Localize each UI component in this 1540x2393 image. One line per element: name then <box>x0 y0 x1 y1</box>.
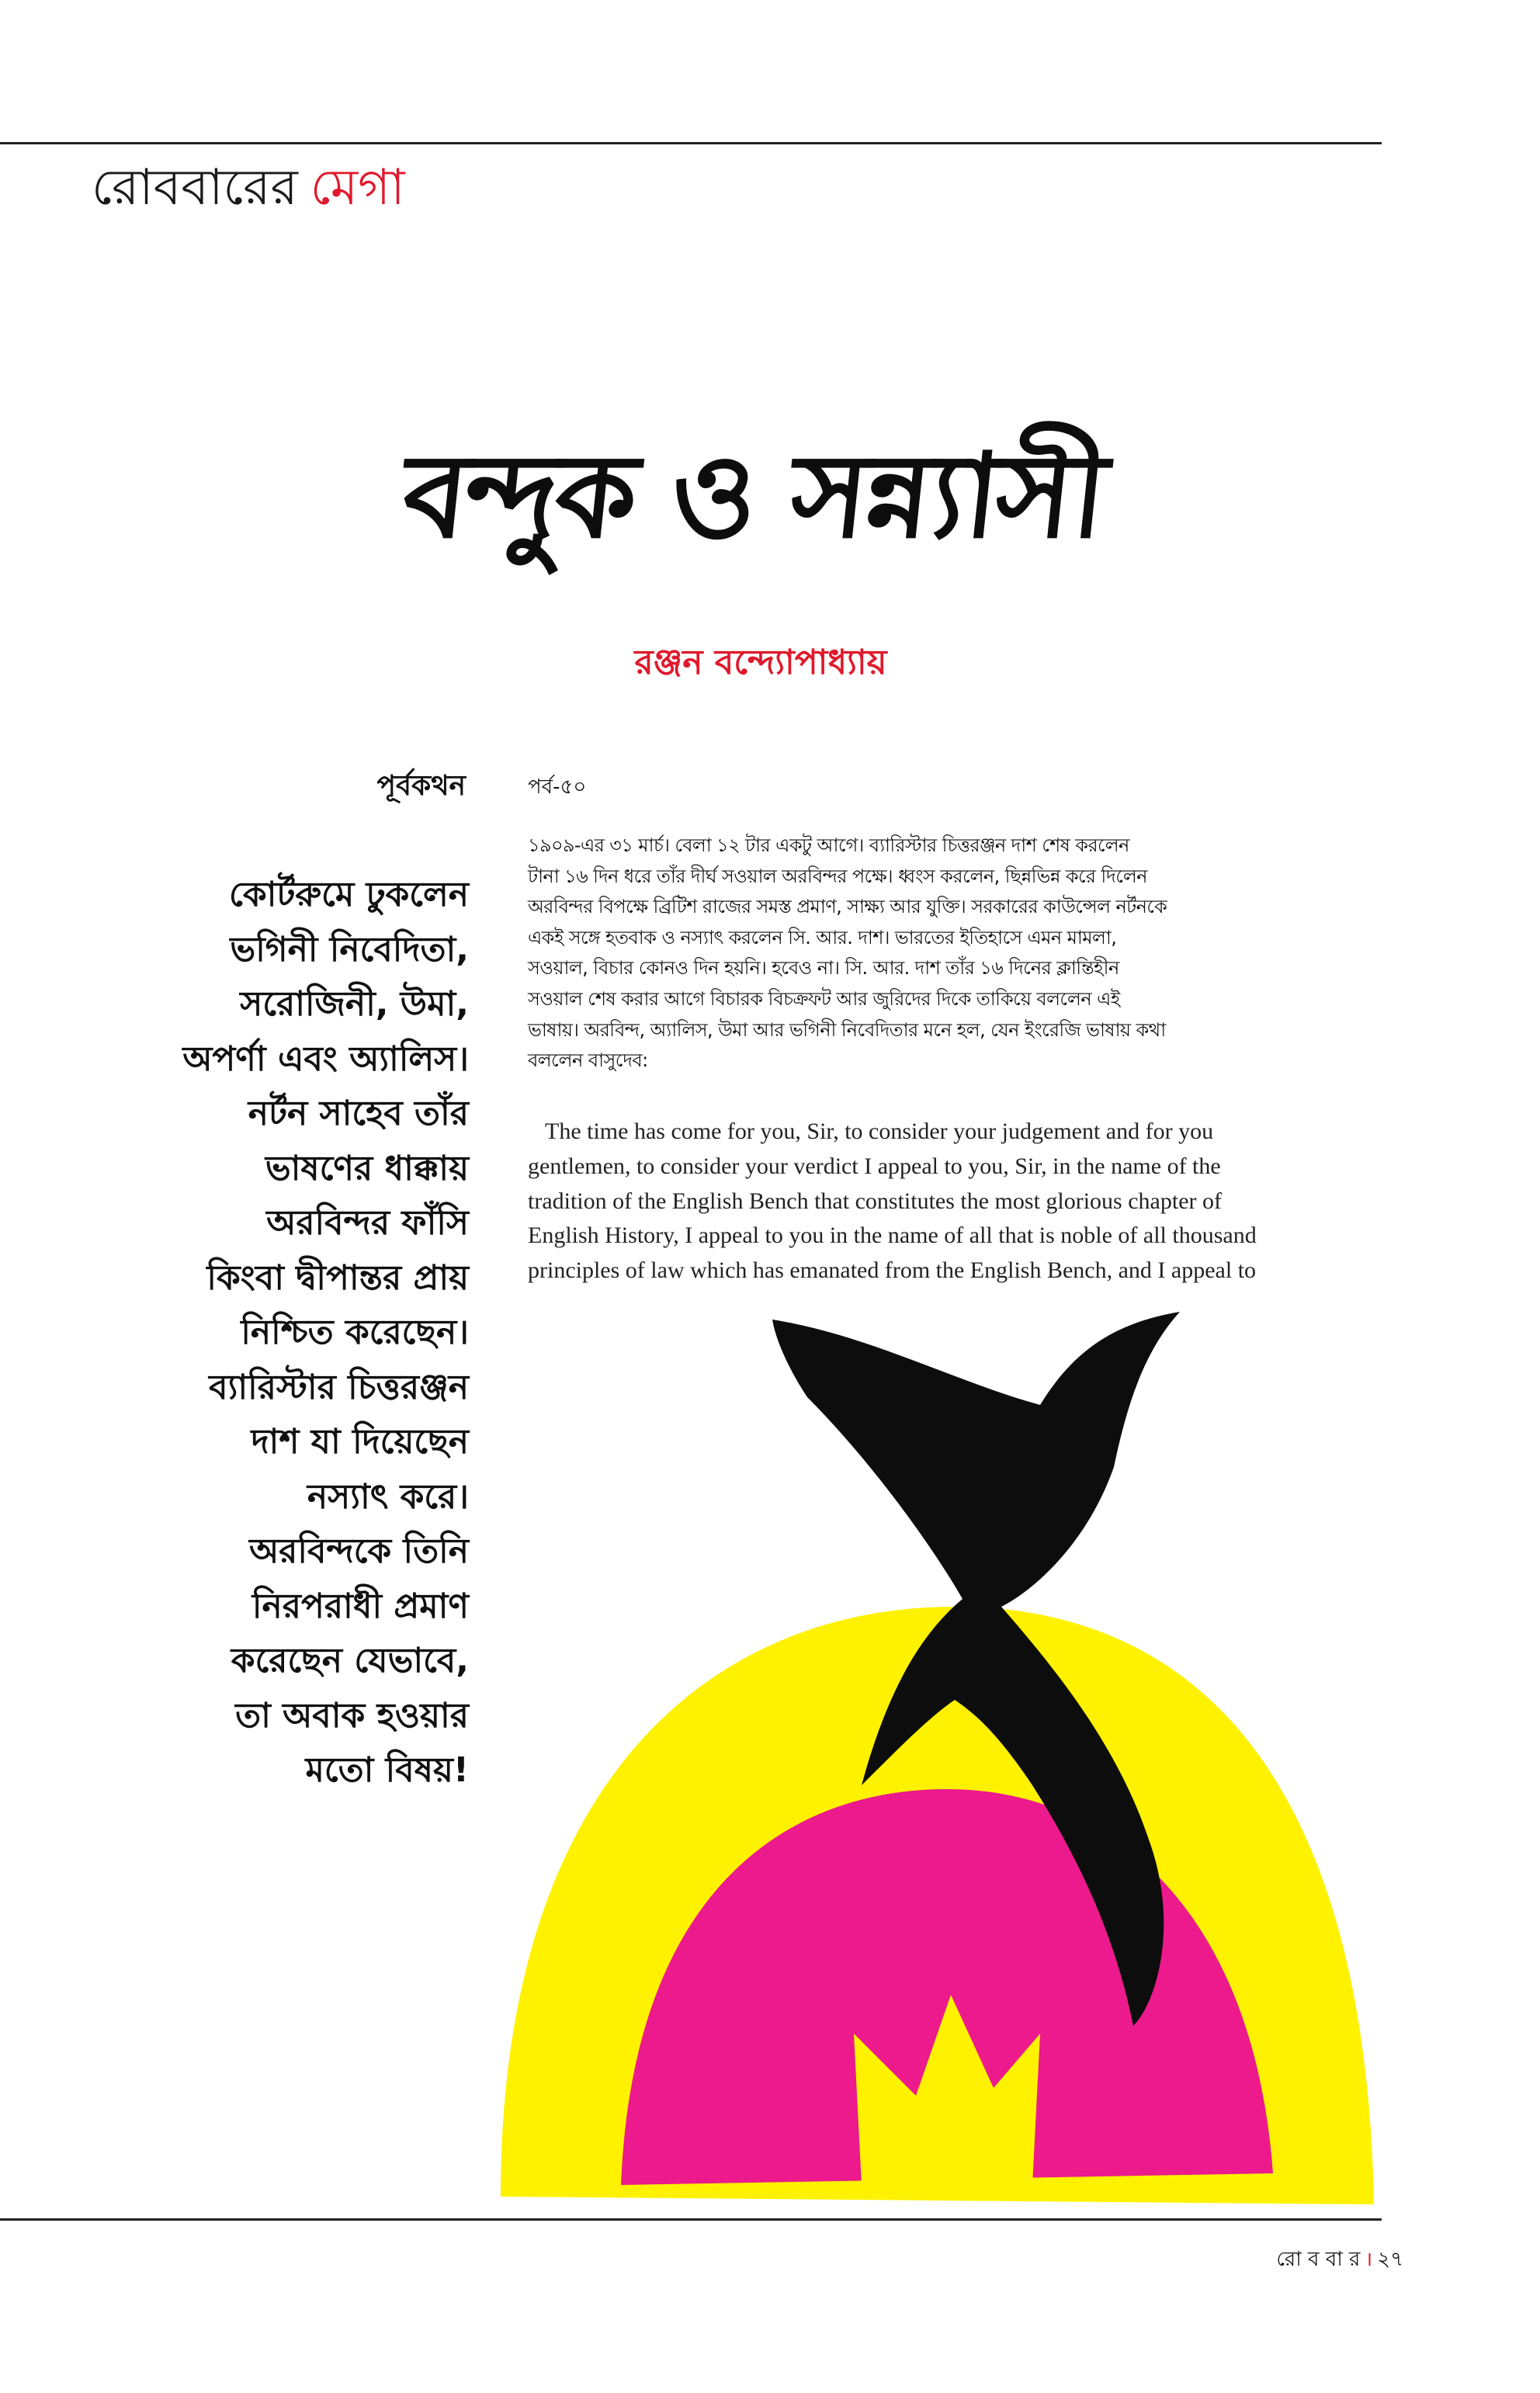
body-line: সওয়াল শেষ করার আগে বিচারক বিচক্রফট আর জুরিদের দিকে তাকিয়ে বললেন এই <box>528 987 1120 1010</box>
article-title: বন্দুক ও সন্ন্যাসী <box>396 429 1111 564</box>
quote-line: নর্টন সাহেব তাঁর <box>248 1094 469 1133</box>
top-rule <box>0 142 1382 144</box>
english-line: principles of law which has emanated from the English Bench, and I appeal to <box>528 1257 1257 1284</box>
quote-line: তা অবাক হওয়ার <box>235 1695 469 1736</box>
article-body-english-quote <box>528 1115 1382 1288</box>
body-line: ১৯০৯-এর ৩১ মার্চ। বেলা ১২ টার একটু আগে। ব্যারিস্টার চিত্তরঞ্জন দাশ শেষ করলেন <box>528 834 1129 856</box>
quote-line: অরবিন্দকে তিনি <box>249 1531 469 1571</box>
article-body-bengali <box>528 831 1382 1077</box>
page-number: ২৭ <box>1377 2248 1403 2271</box>
quote-line: নস্যাৎ করে। <box>307 1476 469 1517</box>
body-line: ভাষায়। অরবিন্দ, অ্যালিস, উমা আর ভগিনী নিবেদিতার মনে হল, যেন ইংরেজি ভাষায় কথা <box>528 1018 1166 1041</box>
body-line: বললেন বাসুদেব: <box>528 1049 648 1072</box>
quote-line: ভাষণের ধাক্কায় <box>265 1148 469 1188</box>
section-header <box>92 159 405 217</box>
quote-line: মতো বিষয়! <box>305 1750 469 1790</box>
quote-line: নিশ্চিত করেছেন। <box>241 1313 469 1352</box>
quote-line: ভগিনী নিবেদিতা, <box>230 929 469 969</box>
section-name: রোববারের <box>92 159 298 217</box>
english-line: The time has come for you, Sir, to consider your judgement and for you <box>545 1118 1214 1144</box>
title-logotype <box>396 419 1111 598</box>
quote-line: করেছেন যেভাবে, <box>231 1641 469 1680</box>
quote-line: নিরপরাধী প্রমাণ <box>251 1586 469 1626</box>
episode-number: পর্ব-৫০ <box>528 775 587 799</box>
footer-separator: । <box>1365 2248 1373 2271</box>
sidebar-heading: পূর্বকথন <box>376 770 466 802</box>
body-line: সওয়াল, বিচার কোনও দিন হয়নি। হবেও না। সি. আর. দাশ তাঁর ১৬ দিনের ক্লান্তিহীন <box>528 957 1119 980</box>
body-line: টানা ১৬ দিন ধরে তাঁর দীর্ঘ সওয়াল অরবিন্দর পক্ষে। ধ্বংস করলেন, ছিন্নভিন্ন করে দিলেন <box>528 865 1147 887</box>
quote-line: অরবিন্দর ফাঁসি <box>266 1203 469 1243</box>
quote-line: কোর্টরুমে ঢুকলেন <box>229 875 469 914</box>
quote-line: সরোজিনী, উমা, <box>240 984 469 1024</box>
english-line: tradition of the English Bench that constitutes the most glorious chapter of <box>528 1188 1222 1214</box>
quote-line: কিংবা দ্বীপান্তর প্রায় <box>206 1257 469 1298</box>
magazine-name: রো ব বা র <box>1276 2248 1361 2271</box>
quote-line: অপর্ণা এবং অ্যালিস। <box>182 1039 469 1079</box>
english-line: English History, I appeal to you in the name of all that is noble of all thousand <box>528 1223 1257 1249</box>
english-line: gentlemen, to consider your verdict I appeal to you, Sir, in the name of the <box>528 1153 1221 1179</box>
quote-line: ব্যারিস্টার চিত্তরঞ্জন <box>209 1367 469 1407</box>
body-line: অরবিন্দর বিপক্ষে ব্রিটিশ রাজের সমস্ত প্রমাণ, সাক্ষ্য আর যুক্তি। সরকারের কাউন্সেল নর্টনকে <box>528 896 1167 918</box>
sidebar-pull-quote <box>93 868 469 1798</box>
quote-line: দাশ যা দিয়েছেন <box>251 1422 469 1462</box>
body-line: একই সঙ্গে হতবাক ও নস্যাৎ করলেন সি. আর. দাশ। ভারতের ইতিহাসে এমন মামলা, <box>528 926 1117 949</box>
page-footer <box>1276 2243 1403 2277</box>
author-name: রঞ্জন বন্দ্যোপাধ্যায় <box>634 643 887 682</box>
section-name-highlight: মেগা <box>310 159 405 217</box>
bottom-rule <box>0 2218 1382 2221</box>
bird-and-sun-illustration <box>497 1312 1382 2212</box>
